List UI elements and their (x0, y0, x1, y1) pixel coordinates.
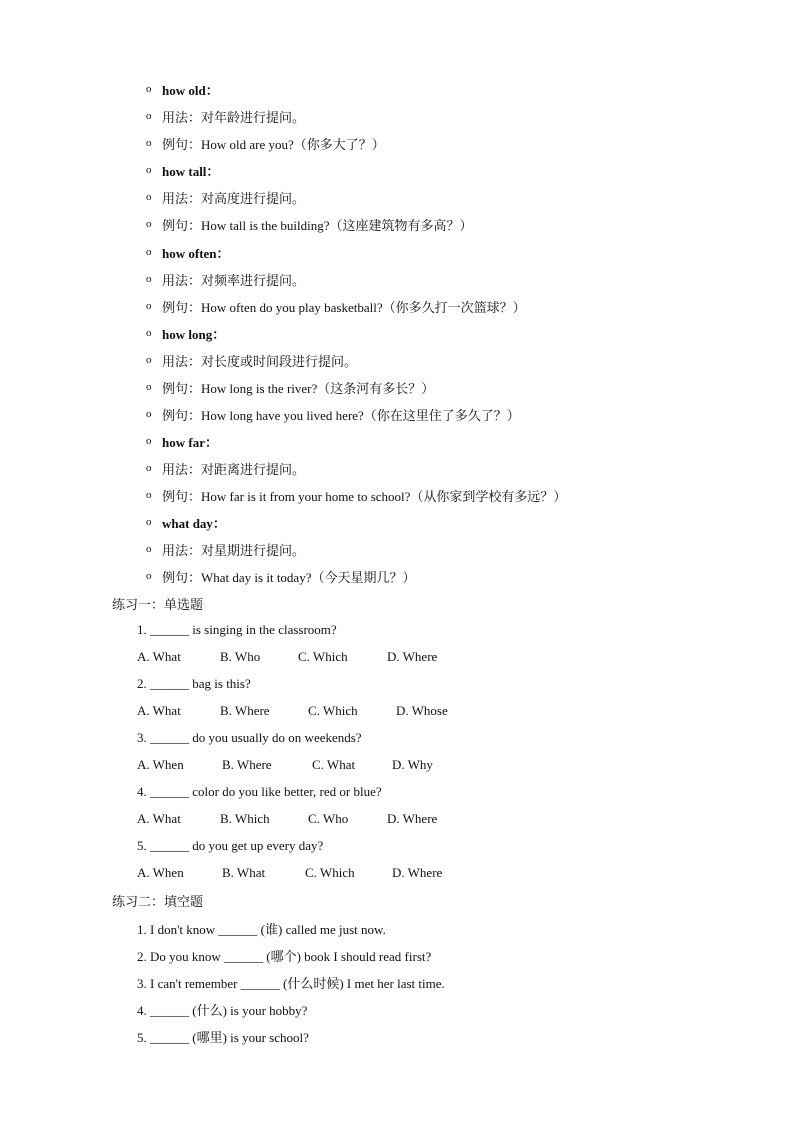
item-heading: what day： (162, 515, 226, 531)
bullet-icon: o (146, 218, 152, 230)
item-text: 例句：How often do you play basketball?（你多久打一次篮球？） (162, 299, 526, 315)
question-text: 3. ______ do you usually do on weekends? (137, 730, 362, 745)
bullet-icon: o (146, 273, 152, 285)
item-text: 例句：How old are you?（你多大了？） (162, 136, 385, 152)
bullet-icon: o (146, 381, 152, 393)
option-c: C. Which (298, 649, 348, 664)
question-text: 4. ______ (什么) is your hobby? (137, 1002, 308, 1018)
question-text: 3. I can't remember ______ (什么时候) I met her last time. (137, 975, 445, 991)
bullet-icon: o (146, 462, 152, 474)
item-text: 用法：对频率进行提问。 (162, 272, 306, 288)
options-row (137, 647, 437, 667)
list-item (146, 431, 218, 451)
option-b: B. Who (220, 649, 261, 664)
list-item (146, 160, 219, 180)
item-heading: how long： (162, 326, 226, 342)
bullet-icon: o (146, 246, 152, 258)
list-item (146, 512, 226, 532)
options-row (137, 701, 448, 721)
options-row (137, 755, 433, 775)
option-d: D. Where (392, 865, 443, 880)
list-item (146, 350, 357, 370)
list-item (146, 79, 219, 99)
item-text: 例句：How long have you lived here?（你在这里住了多久了？） (162, 407, 520, 423)
list-item (146, 485, 566, 505)
bullet-icon: o (146, 435, 152, 447)
item-text: 例句：How far is it from your home to school?（从你家到学校有多远？） (162, 488, 567, 504)
exercise1-title: 练习一：单选题 (112, 596, 204, 612)
list-item (146, 269, 305, 289)
option-a: A. What (137, 703, 181, 718)
option-b: B. Where (220, 703, 270, 718)
item-text: 例句：What day is it today?（今天星期几？） (162, 569, 416, 585)
list-item (146, 296, 526, 316)
bullet-icon: o (146, 327, 152, 339)
exercise2-title: 练习二：填空题 (112, 893, 204, 909)
list-item (146, 242, 230, 262)
list-item (146, 377, 434, 397)
question-text: 2. Do you know ______ (哪个) book I should read first? (137, 948, 432, 964)
item-text: 用法：对长度或时间段进行提问。 (162, 353, 358, 369)
option-a: A. What (137, 811, 181, 826)
item-text: 用法：对距离进行提问。 (162, 461, 306, 477)
option-c: C. Who (308, 811, 349, 826)
option-a: A. When (137, 757, 184, 772)
list-item (146, 133, 385, 153)
item-heading: how tall： (162, 163, 220, 179)
question-text: 1. I don't know ______ (谁) called me just now. (137, 921, 386, 937)
option-d: D. Where (387, 811, 438, 826)
question-text: 5. ______ (哪里) is your school? (137, 1029, 309, 1045)
bullet-icon: o (146, 300, 152, 312)
option-d: D. Why (392, 757, 433, 772)
list-item (146, 539, 305, 559)
option-b: B. What (222, 865, 266, 880)
bullet-icon: o (146, 543, 152, 555)
option-b: B. Which (220, 811, 270, 826)
option-d: D. Whose (396, 703, 448, 718)
list-item (146, 404, 520, 424)
list-item (146, 566, 415, 586)
bullet-icon: o (146, 489, 152, 501)
bullet-icon: o (146, 137, 152, 149)
option-c: C. What (312, 757, 356, 772)
option-a: A. When (137, 865, 184, 880)
bullet-icon: o (146, 164, 152, 176)
bullet-icon: o (146, 516, 152, 528)
list-item (146, 106, 305, 126)
item-text: 例句：How long is the river?（这条河有多长？） (162, 380, 435, 396)
item-text: 用法：对星期进行提问。 (162, 542, 306, 558)
question-text: 5. ______ do you get up every day? (137, 838, 324, 853)
option-a: A. What (137, 649, 181, 664)
item-text: 例句：How tall is the building?（这座建筑物有多高？） (162, 217, 473, 233)
options-row (137, 863, 442, 883)
question-text: 2. ______ bag is this? (137, 676, 251, 691)
bullet-icon: o (146, 408, 152, 420)
option-c: C. Which (308, 703, 358, 718)
list-item (146, 187, 305, 207)
option-b: B. Where (222, 757, 272, 772)
bullet-icon: o (146, 570, 152, 582)
list-item (146, 458, 305, 478)
question-text: 4. ______ color do you like better, red or blue? (137, 784, 382, 799)
bullet-icon: o (146, 110, 152, 122)
item-heading: how old： (162, 82, 219, 98)
list-item (146, 214, 473, 234)
bullet-icon: o (146, 354, 152, 366)
question-text: 1. ______ is singing in the classroom? (137, 622, 337, 637)
option-c: C. Which (305, 865, 355, 880)
option-d: D. Where (387, 649, 438, 664)
item-heading: how far： (162, 434, 218, 450)
bullet-icon: o (146, 83, 152, 95)
bullet-icon: o (146, 191, 152, 203)
item-text: 用法：对高度进行提问。 (162, 190, 306, 206)
list-item (146, 323, 225, 343)
options-row (137, 809, 437, 829)
item-heading: how often： (162, 245, 230, 261)
item-text: 用法：对年龄进行提问。 (162, 109, 306, 125)
